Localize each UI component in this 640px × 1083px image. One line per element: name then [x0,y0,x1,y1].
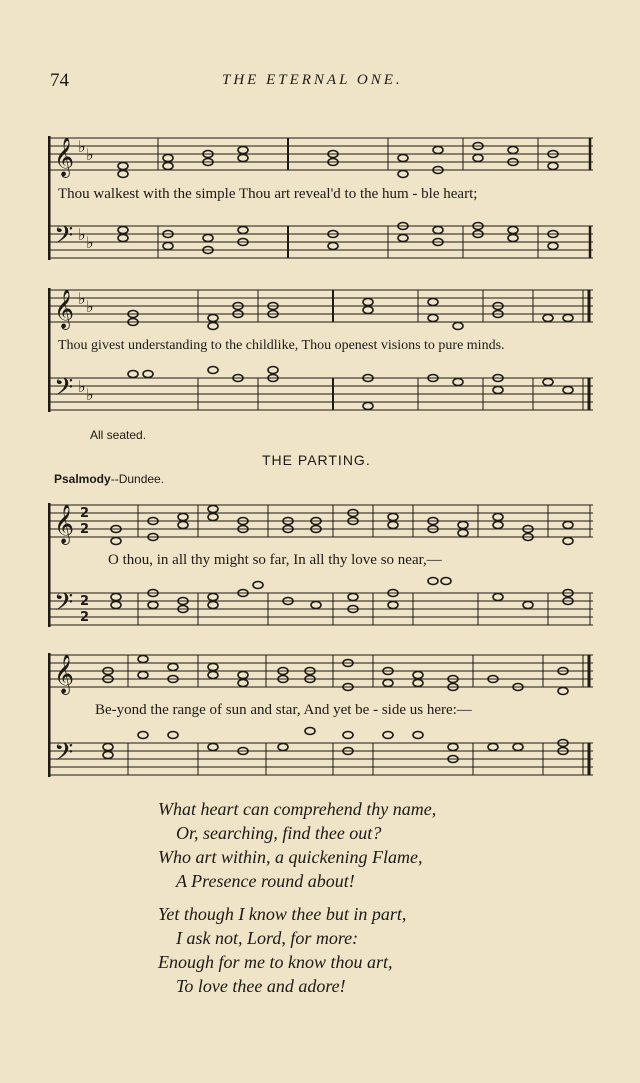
svg-text:𝄢: 𝄢 [54,221,74,256]
svg-text:𝄢: 𝄢 [54,588,74,623]
tune-name: --Dundee. [110,472,165,486]
stanza-1 [158,797,436,893]
svg-text:♭: ♭ [86,233,94,252]
stanza-line: To love thee and adore! [176,976,346,996]
hymn2-lyrics-line1: O thou, in all thy might so far, In all thy love so near,— [108,552,442,568]
svg-text:♭: ♭ [86,385,94,404]
stanza-line: Yet though I know thee but in part, [158,904,407,924]
hymn2-title: THE PARTING. [262,452,371,468]
svg-text:𝄞: 𝄞 [54,137,75,177]
stanza-line: Enough for me to know thou art, [158,952,393,972]
stanza-line: A Presence round about! [176,871,355,891]
page-number: 74 [50,70,69,91]
svg-text:𝄞: 𝄞 [54,654,75,694]
svg-text:𝄢: 𝄢 [54,738,74,773]
stanza-2 [158,902,406,998]
svg-text:𝄞: 𝄞 [54,504,75,544]
hymn1-lyrics-line1: Thou walkest with the simple Thou art reveal'd to the hum - ble heart; [58,186,478,202]
hymn2-lyrics-line2: Be-yond the range of sun and star, And yet be - side us here:— [95,702,472,718]
tune-label [54,472,164,486]
svg-text:♭: ♭ [86,145,94,164]
svg-text:𝄞: 𝄞 [54,289,75,329]
svg-text:♭: ♭ [78,225,86,244]
svg-text:♭: ♭ [78,377,86,396]
svg-text:2: 2 [80,522,90,537]
stanza-line: I ask not, Lord, for more: [176,928,359,948]
tune-kind: Psalmody [54,472,111,486]
svg-text:2: 2 [80,610,90,625]
svg-text:♭: ♭ [78,137,86,156]
seating-instruction: All seated. [90,428,147,442]
hymn1-lyrics-line2: Thou givest understanding to the childlike, Thou openest visions to pure minds. [58,338,505,353]
svg-text:2: 2 [80,594,90,609]
svg-text:2: 2 [80,506,90,521]
svg-text:♭: ♭ [78,289,86,308]
stanza-line: What heart can comprehend thy name, [158,799,437,819]
svg-text:♭: ♭ [86,297,94,316]
svg-text:𝄢: 𝄢 [54,373,74,408]
running-title: THE ETERNAL ONE. [222,72,403,88]
stanza-line: Or, searching, find thee out? [176,823,382,843]
stanza-line: Who art within, a quickening Flame, [158,847,423,867]
